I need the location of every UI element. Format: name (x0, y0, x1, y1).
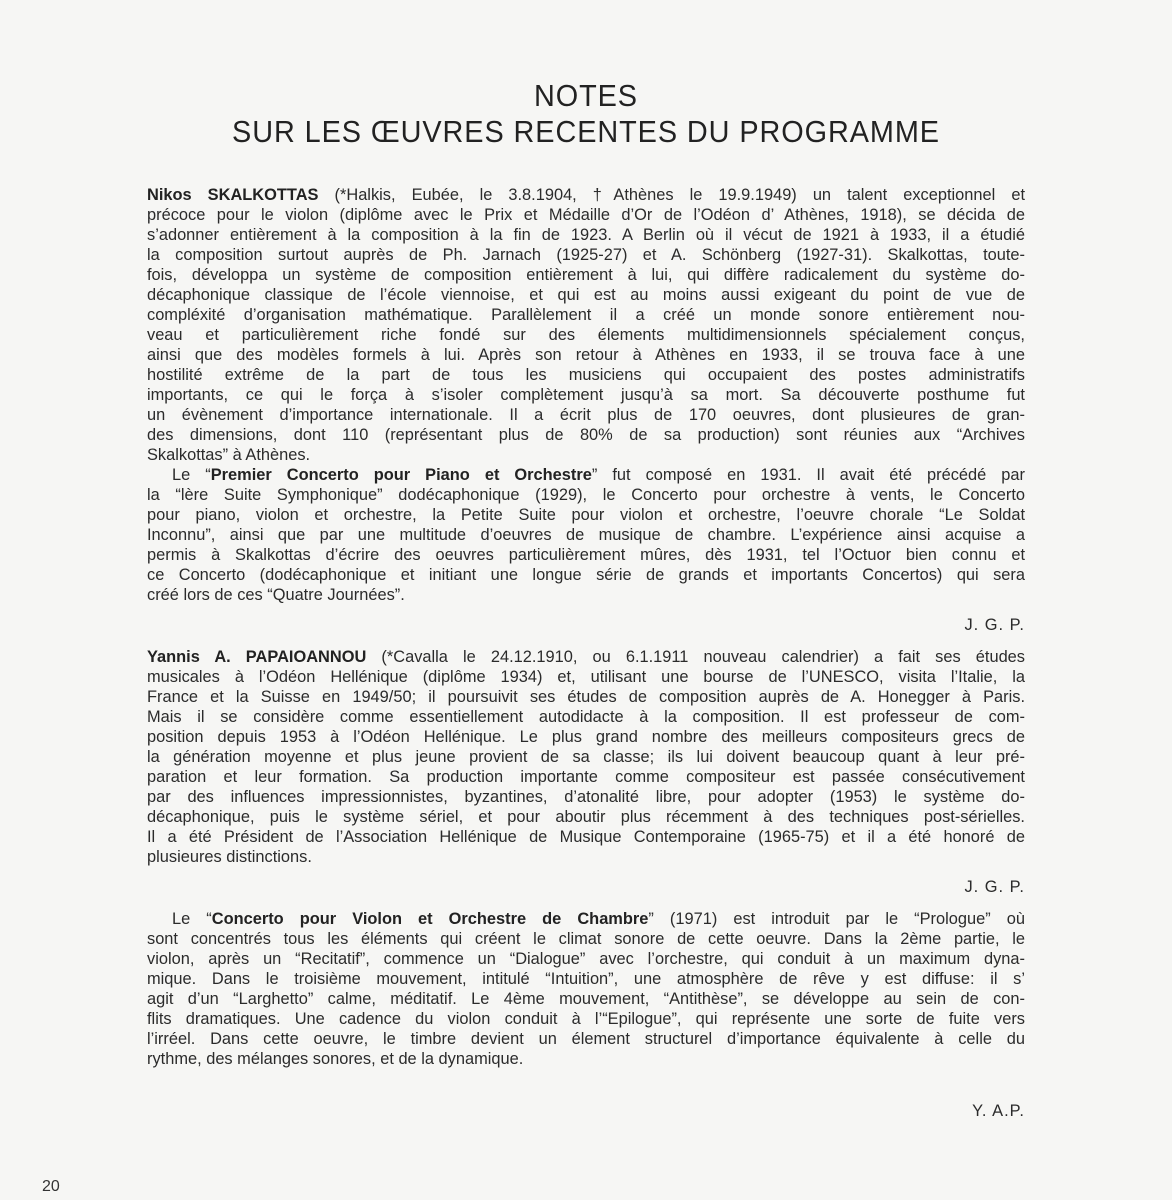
section-papaioannou-bio (147, 647, 1025, 897)
text-line: position depuis 1953 à l’Odéon Hellénique. Le plus grand nombre des meilleurs compositeurs grecs de (147, 728, 1025, 746)
author-signature: J. G. P. (964, 616, 1025, 634)
text-line: ainsi que des modèles formels à lui. Après son retour à Athènes en 1933, il se trouva face à une (147, 346, 1025, 364)
text-line: un évènement d’importance internationale. Il a écrit plus de 170 oeuvres, dont plusieures de gran- (147, 406, 1025, 424)
text-line: pour piano, violon et orchestre, la Petite Suite pour violon et orchestre, l’oeuvre chorale “Le Soldat (147, 506, 1025, 524)
text-line: la génération moyenne et plus jeune provient de sa classe; ils lui doivent beaucoup quant à leur pré- (147, 748, 1025, 766)
text-line: précoce pour le violon (diplôme avec le Prix et Médaille d’Or de l’Odéon d’ Athènes, 1918), se décida de (147, 206, 1025, 224)
work-title: Premier Concerto pour Piano et Orchestre (210, 466, 592, 484)
title-line-1: NOTES (534, 78, 638, 113)
section-skalkottas-bio (147, 185, 1025, 465)
text-line: décaphonique classique de l’école viennoise, et qui est au moins aussi exigeant du point de vue de (147, 286, 1025, 304)
text-line: par des influences impressionnistes, byzantines, d’atonalité libre, pour adopter (1953) le système do- (147, 788, 1025, 806)
text-line: Inconnu”, ainsi que par une multitude d’oeuvres de musique de chambre. L’expérience ainsi acquise a (147, 526, 1025, 544)
text-line: Yannis A. PAPAIOANNOU (*Cavalla le 24.12.1910, ou 6.1.1911 nouveau calendrier) a fait ses études (147, 648, 1025, 666)
text-line: agit d’un “Larghetto” calme, méditatif. Le 4ème mouvement, “Antithèse”, se développe au sein de con- (147, 990, 1025, 1008)
text-line: sont concentrés tous les éléments qui créent le climat sonore de cette oeuvre. Dans la 2ème partie, le (147, 930, 1025, 948)
text-line: l’irréel. Dans cette oeuvre, le timbre devient un élement structurel d’importance équivalente à celle du (147, 1030, 1025, 1048)
text-line: mique. Dans le troisième mouvement, intitulé “Intuition”, une atmosphère de rêve y est diffuse: il s’ (147, 970, 1025, 988)
work-title: Concerto pour Violon et Orchestre de Chambre (211, 910, 649, 928)
page-number: 20 (42, 1178, 60, 1195)
title-line-2: SUR LES ŒUVRES RECENTES DU PROGRAMME (232, 114, 940, 149)
text-line: la composition surtout auprès de Ph. Jarnach (1925-27) et A. Schönberg (1927-31). Skalkottas, toute- (147, 246, 1025, 264)
author-signature: J. G. P. (964, 878, 1025, 896)
text-line: paration et leur formation. Sa production importante comme compositeur est passée consécutivement (147, 768, 1025, 786)
author-signature: Y. A.P. (972, 1102, 1025, 1120)
text-line: Le “Concerto pour Violon et Orchestre de Chambre” (1971) est introduit par le “Prologue” où (172, 910, 1025, 928)
composer-name: Yannis A. PAPAIOANNOU (147, 648, 367, 666)
text-line: flits dramatiques. Une cadence du violon conduit à l’“Epilogue”, qui représente une sorte de fuite vers (147, 1010, 1025, 1028)
text-line: compléxité d’organisation mathématique. Parallèlement il a créé un monde sonore entièrement nou- (147, 306, 1025, 324)
text-line: violon, après un “Recitatif”, commence un “Dialogue” avec l’orchestre, qui conduit à un maximum dyna- (147, 950, 1025, 968)
text-line: décaphonique, puis le système sériel, et pour aboutir plus récemment à des techniques post-sérielles. (147, 808, 1025, 826)
document-body (147, 185, 1025, 1133)
text-line: créé lors de ces “Quatre Journées”. (147, 586, 405, 604)
text-line: importants, ce qui le força à s’isoler complètement jusqu’à sa mort. Sa découverte posthume fut (147, 386, 1025, 404)
text-line: plusieures distinctions. (147, 848, 312, 866)
text-line: Il a été Président de l’Association Hellénique de Musique Contemporaine (1965-75) et il a été honoré de (147, 828, 1025, 846)
page-title (41, 78, 1131, 150)
text-line: permis à Skalkottas d’écrire des oeuvres particulièrement mûres, dès 1931, tel l’Octuor bien connu et (147, 546, 1025, 564)
section-skalkottas-concerto (147, 465, 1025, 635)
text-line: des dimensions, dont 110 (représentant plus de 80% de sa production) sont réunies aux “Archives (147, 426, 1025, 444)
section-papaioannou-concerto (147, 909, 1025, 1121)
text-line: France et la Suisse en 1949/50; il poursuivit ses études de composition auprès de A. Honegger à Paris. (147, 688, 1025, 706)
text-line: hostilité extrême de la part de tous les musiciens qui occupaient des postes administratifs (147, 366, 1025, 384)
text-line: s’adonner entièrement à la composition à la fin de 1923. A Berlin où il vécut de 1921 à 1933, il a étudié (147, 226, 1025, 244)
text-line: ce Concerto (dodécaphonique et initiant une longue série de grands et importants Concertos) qui sera (147, 566, 1025, 584)
text-line: Nikos SKALKOTTAS (*Halkis, Eubée, le 3.8.1904, †Athènes le 19.9.1949) un talent exceptionnel et (147, 186, 1025, 204)
text-line: la “lère Suite Symphonique” dodécaphonique (1929), le Concerto pour orchestre à vents, le Concerto (147, 486, 1025, 504)
text-line: Skalkottas” à Athènes. (147, 446, 311, 464)
text-line: Le “Premier Concerto pour Piano et Orchestre” fut composé en 1931. Il avait été précédé par (172, 466, 1025, 484)
text-line: musicales à l’Odéon Hellénique (diplôme 1934) et, utilisant une bourse de l’UNESCO, visita l’Italie, la (147, 668, 1025, 686)
text-line: rythme, des mélanges sonores, et de la dynamique. (147, 1050, 524, 1068)
text-line: Mais il se considère comme essentiellement autodidacte à la composition. Il est professeur de com- (147, 708, 1025, 726)
text-line: fois, développa un système de composition entièrement à lui, qui diffère radicalement du système do- (147, 266, 1025, 284)
text-line: veau et particulièrement riche fondé sur des élements multidimensionnels spécialement conçus, (147, 326, 1025, 344)
composer-name: Nikos SKALKOTTAS (147, 186, 319, 204)
